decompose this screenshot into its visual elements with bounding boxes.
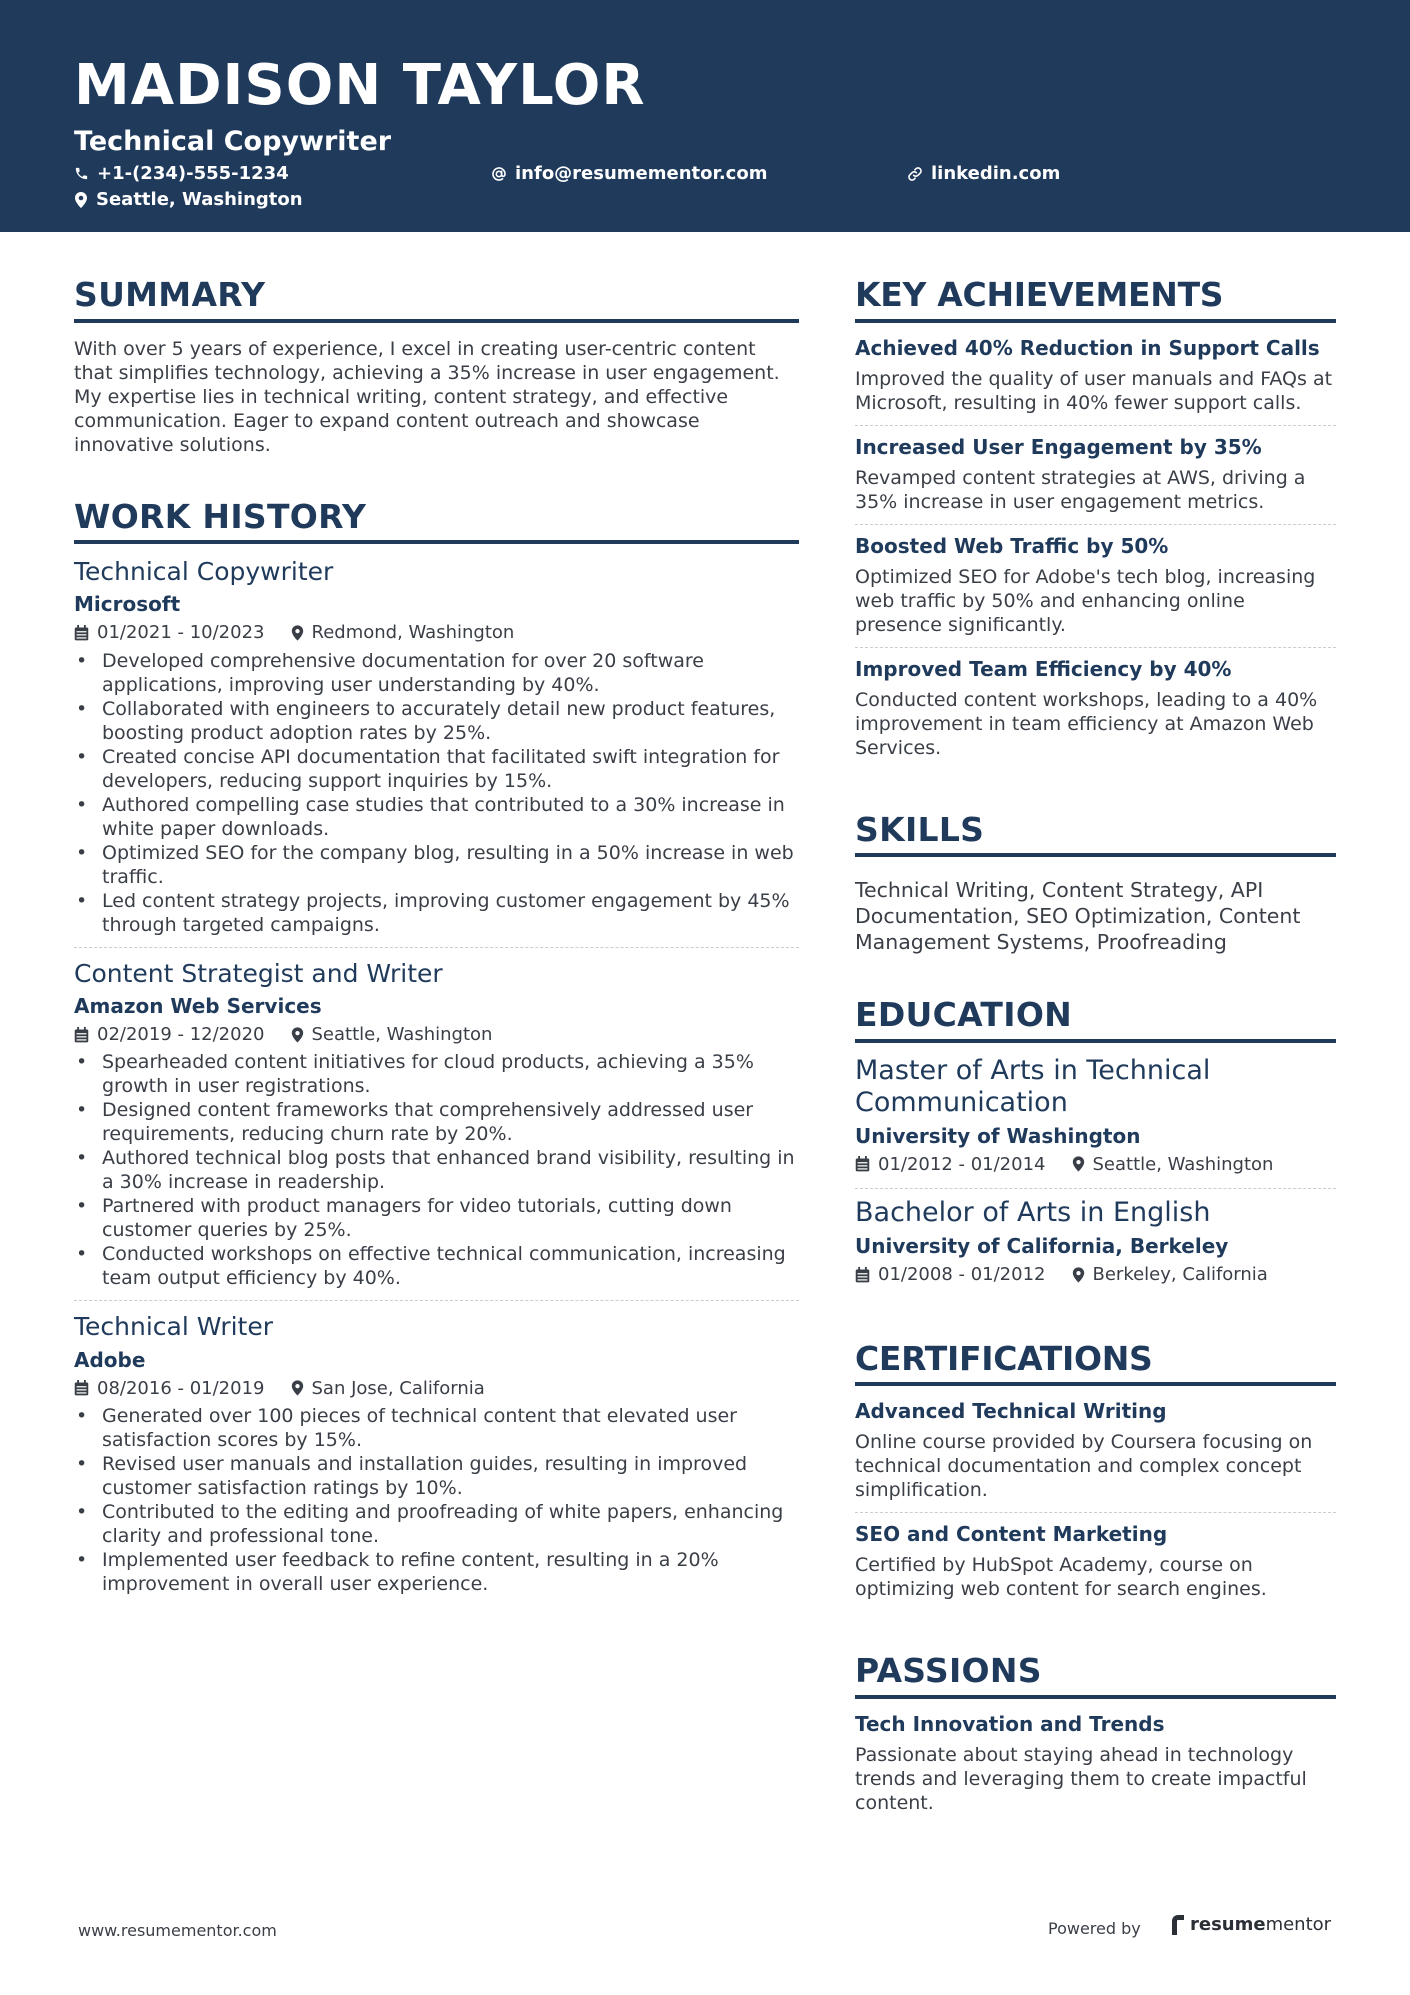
achievement-desc: Improved the quality of user manuals and FAQs at Microsoft, resulting in 40% fewer support calls.: [855, 367, 1333, 414]
calendar-icon: [855, 1156, 870, 1172]
phone-icon: [74, 166, 89, 181]
education-degree: Master of Arts in Technical Communication: [855, 1054, 1211, 1118]
education-heading: EDUCATION: [855, 995, 1336, 1043]
key-achievements-heading: KEY ACHIEVEMENTS: [855, 275, 1336, 323]
certifications-heading: CERTIFICATIONS: [855, 1339, 1336, 1387]
certification-desc: Certified by HubSpot Academy, course on optimizing web content for search engines.: [855, 1554, 1267, 1601]
job-bullet: • Collaborated with engineers to accurately detail new product features, boosting product adoption rates by 25%.: [74, 697, 799, 745]
calendar-icon: [74, 625, 89, 641]
job-dates: 01/2021 - 10/2023: [97, 622, 265, 644]
achievement-item: [855, 648, 1336, 770]
achievement-item: [855, 426, 1336, 525]
certifications-section: [855, 1339, 1336, 1612]
job-company: Amazon Web Services: [74, 994, 322, 1019]
passion-item: [855, 1711, 1336, 1825]
job-bullet: • Partnered with product managers for video tutorials, cutting down customer queries by 25%.: [74, 1194, 799, 1242]
job-location: [291, 1377, 485, 1400]
job-bullet: • Authored compelling case studies that contributed to a 30% increase in white paper downloads.: [74, 793, 799, 841]
left-column: [74, 275, 799, 1646]
location-pin-icon: [1072, 1267, 1085, 1283]
job-bullet: • Spearheaded content initiatives for cloud products, achieving a 35% growth in user registrations.: [74, 1050, 799, 1098]
achievement-item: [855, 525, 1336, 648]
phone-text: +1-(234)-555-1234: [97, 163, 289, 184]
resume-header: [0, 0, 1410, 232]
education-meta: [855, 1263, 1336, 1286]
certification-item: [855, 1513, 1336, 1611]
resumementor-logo[interactable]: [1170, 1914, 1331, 1935]
education-dates: 01/2012 - 01/2014: [878, 1153, 1046, 1175]
achievement-desc: Optimized SEO for Adobe's tech blog, increasing web traffic by 50% and enhancing online presence significantly.: [855, 565, 1316, 636]
achievement-title: Increased User Engagement by 35%: [855, 434, 1262, 459]
summary-heading: SUMMARY: [74, 275, 799, 323]
work-history-heading: WORK HISTORY: [74, 497, 799, 545]
education-location-text: Berkeley, California: [1092, 1264, 1268, 1286]
calendar-icon: [855, 1267, 870, 1283]
job-meta: [74, 1377, 799, 1400]
contact-email[interactable]: [491, 163, 767, 185]
resumementor-logo-icon: [1170, 1915, 1186, 1935]
skills-text: Technical Writing, Content Strategy, API Documentation, SEO Optimization, Content Management Systems, Proofreading: [855, 878, 1301, 955]
job-bullet: • Conducted workshops on effective technical communication, increasing team output efficiency by 40%.: [74, 1242, 799, 1290]
education-school: University of Washington: [855, 1123, 1141, 1148]
job-meta: [74, 621, 799, 644]
education-location: [1072, 1153, 1274, 1176]
job-entry: [74, 958, 799, 1302]
job-bullets: [74, 1050, 799, 1290]
job-bullet: • Revised user manuals and installation guides, resulting in improved customer satisfaction ratings by 10%.: [74, 1452, 799, 1500]
job-dates: 08/2016 - 01/2019: [97, 1377, 265, 1399]
education-degree: Bachelor of Arts in English: [855, 1197, 1211, 1229]
achievement-title: Boosted Web Traffic by 50%: [855, 533, 1169, 558]
brand-wordmark-bold: resume: [1190, 1914, 1266, 1935]
location-text: Seattle, Washington: [96, 189, 303, 210]
skills-section: [855, 810, 1336, 956]
job-bullet: • Contributed to the editing and proofreading of white papers, enhancing clarity and professional tone.: [74, 1500, 799, 1548]
achievement-desc: Conducted content workshops, leading to a 40% improvement in team efficiency at Amazon Web Services.: [855, 688, 1318, 759]
job-dates: 02/2019 - 12/2020: [97, 1024, 265, 1046]
contact-location: [74, 189, 303, 211]
job-location: [291, 1023, 493, 1046]
job-title: Technical Writer: [74, 1312, 274, 1342]
passion-title: Tech Innovation and Trends: [855, 1711, 1165, 1736]
contact-phone[interactable]: [74, 163, 289, 185]
summary-text: With over 5 years of experience, I excel in creating user-centric content that simplifies technology, achieving a 35% increase in user engagement. My expertise lies in technical writing, content strategy, and effective communication. Eager to expand content outreach and showcase innovative solutions.: [74, 337, 780, 456]
summary-section: [74, 275, 799, 457]
location-pin-icon: [291, 1380, 304, 1396]
achievement-title: Improved Team Efficiency by 40%: [855, 656, 1232, 681]
certification-desc: Online course provided by Coursera focusing on technical documentation and complex concept simplification.: [855, 1431, 1313, 1502]
linkedin-text: linkedin.com: [931, 163, 1061, 184]
job-location-text: Redmond, Washington: [311, 622, 515, 644]
certification-title: SEO and Content Marketing: [855, 1522, 1168, 1547]
job-company: Adobe: [74, 1347, 146, 1372]
certification-title: Advanced Technical Writing: [855, 1399, 1167, 1424]
job-title: Content Strategist and Writer: [74, 958, 443, 988]
brand-wordmark-light: mentor: [1265, 1914, 1332, 1935]
job-location: [291, 621, 515, 644]
candidate-title: Technical Copywriter: [74, 126, 392, 157]
job-company: Microsoft: [74, 592, 181, 617]
job-bullet: • Developed comprehensive documentation for over 20 software applications, improving user understanding by 40%.: [74, 649, 799, 697]
work-history-section: [74, 497, 799, 1607]
email-text: info@resumementor.com: [515, 163, 768, 184]
job-location-text: Seattle, Washington: [311, 1024, 493, 1046]
job-bullet: • Authored technical blog posts that enhanced brand visibility, resulting in a 30% increase in readership.: [74, 1146, 799, 1194]
location-pin-icon: [1072, 1156, 1085, 1172]
job-meta: [74, 1023, 799, 1046]
certification-item: [855, 1398, 1336, 1513]
passion-desc: Passionate about staying ahead in technology trends and leveraging them to create impactful content.: [855, 1743, 1307, 1814]
location-pin-icon: [291, 625, 304, 641]
education-item: [855, 1197, 1336, 1298]
job-entry: [74, 556, 799, 948]
contact-linkedin[interactable]: [907, 163, 1060, 185]
job-bullet: • Designed content frameworks that comprehensively addressed user requirements, reducing churn rate by 20%.: [74, 1098, 799, 1146]
candidate-name: MADISON TAYLOR: [74, 53, 646, 118]
education-location-text: Seattle, Washington: [1092, 1153, 1274, 1175]
job-bullet: • Generated over 100 pieces of technical content that elevated user satisfaction scores by 15%.: [74, 1404, 799, 1452]
location-pin-icon: [291, 1027, 304, 1043]
job-bullet: • Implemented user feedback to refine content, resulting in a 20% improvement in overall user experience.: [74, 1548, 799, 1596]
passions-section: [855, 1651, 1336, 1825]
brand-wordmark: [1190, 1914, 1331, 1935]
key-achievements-section: [855, 275, 1336, 770]
job-title: Technical Copywriter: [74, 557, 334, 587]
job-bullet: • Optimized SEO for the company blog, resulting in a 50% increase in web traffic.: [74, 841, 799, 889]
passions-heading: PASSIONS: [855, 1651, 1336, 1699]
achievement-item: [855, 335, 1336, 426]
job-bullets: [74, 1404, 799, 1596]
achievement-title: Achieved 40% Reduction in Support Calls: [855, 335, 1320, 360]
link-icon: [907, 166, 923, 182]
education-meta: [855, 1153, 1336, 1176]
job-entry: [74, 1311, 799, 1606]
job-bullet: • Led content strategy projects, improving customer engagement by 45% through targeted campaigns.: [74, 889, 799, 937]
job-bullets: [74, 649, 799, 937]
job-bullet: • Created concise API documentation that facilitated swift integration for developers, reducing support inquiries by 15%.: [74, 745, 799, 793]
at-icon: [491, 166, 507, 182]
powered-by-label: Powered by: [1048, 1919, 1141, 1938]
job-location-text: San Jose, California: [311, 1377, 485, 1399]
education-section: [855, 995, 1336, 1298]
footer-website-link[interactable]: www.resumementor.com: [78, 1921, 277, 1940]
location-pin-icon: [74, 192, 88, 208]
education-location: [1072, 1263, 1268, 1286]
right-column: [855, 275, 1336, 1865]
education-school: University of California, Berkeley: [855, 1234, 1229, 1259]
education-item: [855, 1055, 1336, 1189]
skills-heading: SKILLS: [855, 810, 1336, 858]
achievement-desc: Revamped content strategies at AWS, driving a 35% increase in user engagement metrics.: [855, 466, 1306, 513]
calendar-icon: [74, 1380, 89, 1396]
calendar-icon: [74, 1027, 89, 1043]
education-dates: 01/2008 - 01/2012: [878, 1264, 1046, 1286]
